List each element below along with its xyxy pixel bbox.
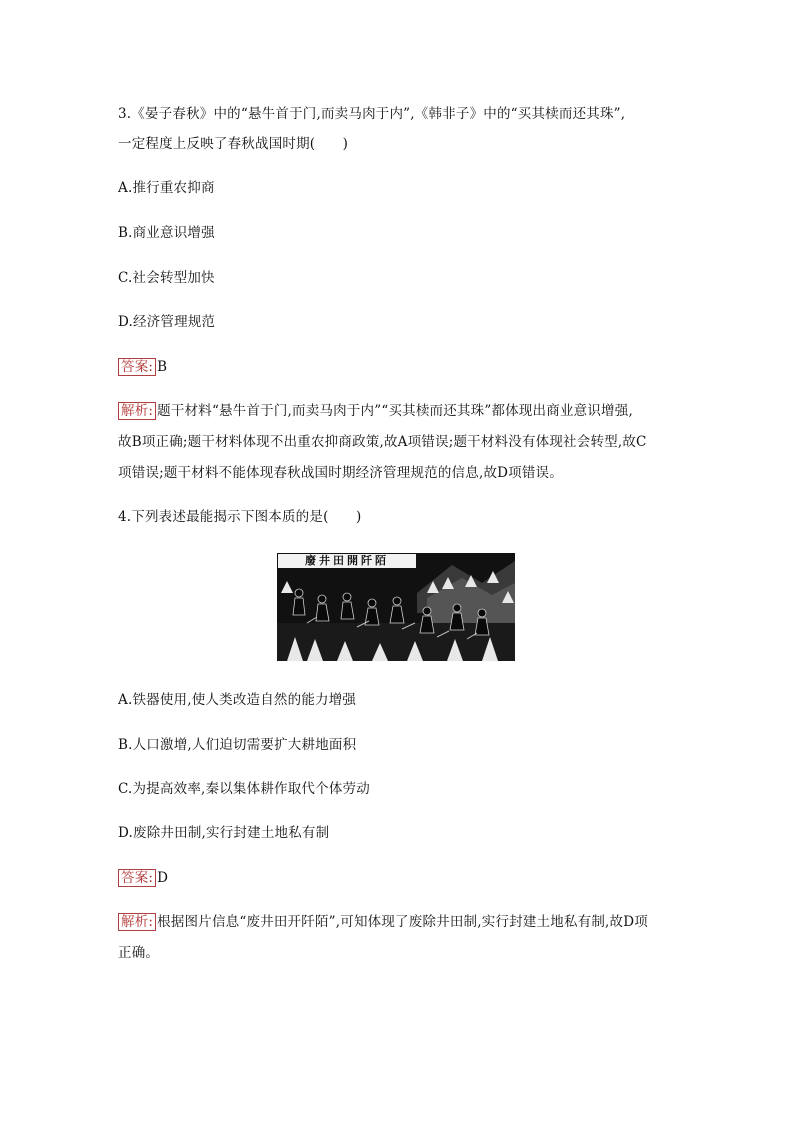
figure-title: 廢井田開阡陌 <box>277 553 417 569</box>
q3-analysis-line-1 <box>118 402 633 420</box>
q4-analysis-line-1 <box>118 913 648 931</box>
q3-option-c: C.社会转型加快 <box>118 270 215 286</box>
answer-value: D <box>157 870 169 886</box>
q4-option-a: A.铁器使用,使人类改造自然的能力增强 <box>118 692 357 708</box>
analysis-text: 根据图片信息“废井田开阡陌”,可知体现了废除井田制,实行封建土地私有制,故D项 <box>157 914 648 930</box>
analysis-label: 解析: <box>118 402 156 420</box>
q4-answer <box>118 869 168 887</box>
q3-analysis-line-2: 故B项正确;题干材料体现不出重农抑商政策,故A项错误;题干材料没有体现社会转型,故C <box>118 434 647 450</box>
q4-stem: 4.下列表述最能揭示下图本质的是( ) <box>118 509 362 525</box>
q3-stem-line-1: 3.《晏子春秋》中的“悬牛首于门,而卖马肉于内”,《韩非子》中的“买其椟而还其珠”, <box>118 106 626 122</box>
q3-analysis-line-3: 项错误;题干材料不能体现春秋战国时期经济管理规范的信息,故D项错误。 <box>118 465 563 481</box>
analysis-text: 题干材料“悬牛首于门,而卖马肉于内”“买其椟而还其珠”都体现出商业意识增强, <box>157 403 633 419</box>
q3-option-b: B.商业意识增强 <box>118 225 215 241</box>
analysis-label: 解析: <box>118 913 156 931</box>
q3-answer <box>118 358 167 376</box>
answer-value: B <box>157 359 168 375</box>
q4-option-b: B.人口激增,人们迫切需要扩大耕地面积 <box>118 737 357 753</box>
q4-analysis-line-2: 正确。 <box>118 945 160 961</box>
answer-label: 答案: <box>118 869 156 887</box>
woodcut-scene <box>277 553 515 661</box>
q3-option-d: D.经济管理规范 <box>118 314 216 330</box>
q3-option-a: A.推行重农抑商 <box>118 180 215 196</box>
woodcut-illustration <box>277 553 515 661</box>
q3-stem-line-2: 一定程度上反映了春秋战国时期( ) <box>118 136 349 152</box>
q4-option-c: C.为提高效率,秦以集体耕作取代个体劳动 <box>118 781 370 797</box>
answer-label: 答案: <box>118 358 156 376</box>
q4-option-d: D.废除井田制,实行封建土地私有制 <box>118 825 330 841</box>
